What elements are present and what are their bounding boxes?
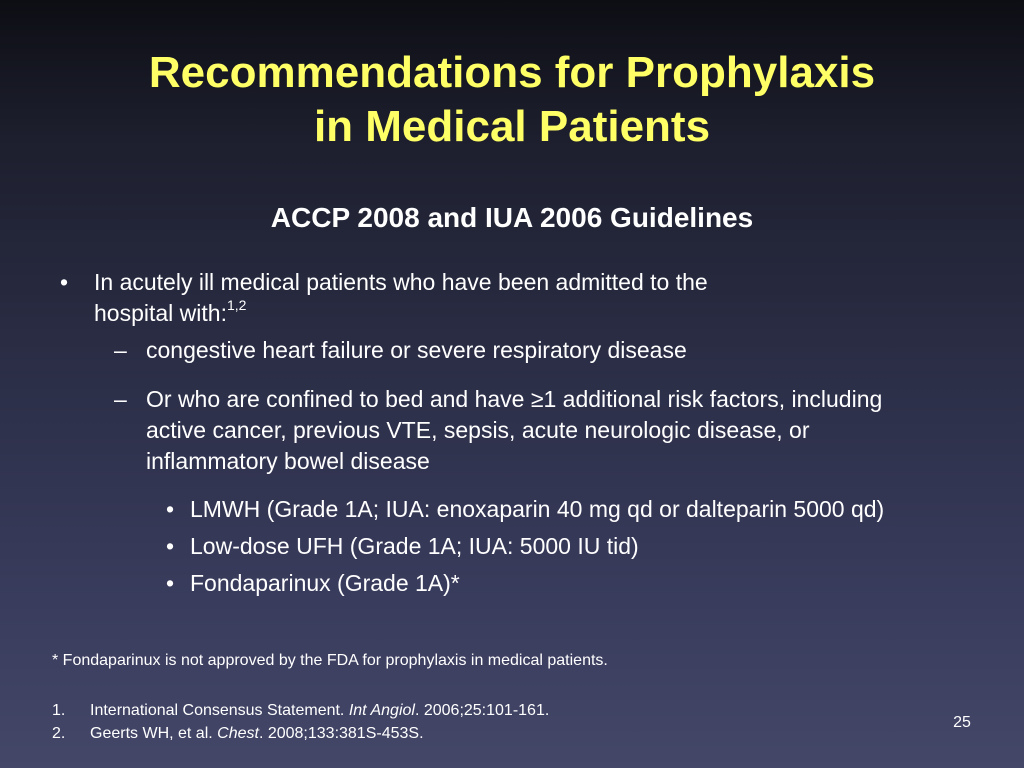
sub-bullet-3: Fondaparinux (Grade 1A)*	[190, 570, 460, 596]
sub-bullet-1: LMWH (Grade 1A; IUA: enoxaparin 40 mg qd or dalteparin 5000 qd)	[190, 496, 885, 522]
bullet-1-text: hospital with:	[94, 300, 227, 326]
page-number: 25	[953, 714, 971, 731]
dash-item-2-line-3: inflammatory bowel disease	[146, 448, 430, 474]
bullet-1-line-1: In acutely ill medical patients who have been admitted to the	[94, 269, 708, 295]
sub-bullet-marker: •	[166, 496, 175, 522]
dash-item-2-line-2: active cancer, previous VTE, sepsis, acute neurologic disease, or	[146, 417, 810, 443]
dash-marker: –	[114, 386, 127, 412]
footnote: * Fondaparinux is not approved by the FDA for prophylaxis in medical patients.	[52, 652, 608, 669]
sub-bullet-2: Low-dose UFH (Grade 1A; IUA: 5000 IU tid)	[190, 533, 639, 559]
reference-2-details: . 2008;133:381S-453S.	[258, 725, 424, 742]
reference-1	[90, 700, 549, 722]
sub-bullet-marker: •	[166, 570, 175, 596]
bullet-marker: •	[60, 269, 69, 295]
dash-item-2-line-1: Or who are confined to bed and have ≥1 additional risk factors, including	[146, 386, 883, 412]
bullet-1-line-2	[94, 298, 246, 329]
reference-2-number: 2.	[52, 725, 66, 742]
reference-2-journal: Chest	[217, 725, 259, 742]
slide-subtitle: ACCP 2008 and IUA 2006 Guidelines	[270, 202, 754, 233]
title-line-1: Recommendations for Prophylaxis	[148, 48, 876, 97]
reference-2-authors: Geerts WH, et al.	[90, 725, 218, 742]
reference-1-authors: International Consensus Statement.	[90, 702, 349, 719]
reference-1-journal: Int Angiol	[348, 702, 415, 719]
citation-superscript: 1,2	[226, 297, 247, 314]
reference-1-details: . 2006;25:101-161.	[414, 702, 550, 719]
dash-marker: –	[114, 337, 127, 363]
dash-item-1: congestive heart failure or severe respiratory disease	[146, 337, 687, 363]
sub-bullet-marker: •	[166, 533, 175, 559]
reference-1-number: 1.	[52, 702, 66, 719]
title-line-2: in Medical Patients	[313, 102, 711, 151]
reference-2	[90, 723, 424, 745]
slide-title	[0, 46, 1024, 154]
